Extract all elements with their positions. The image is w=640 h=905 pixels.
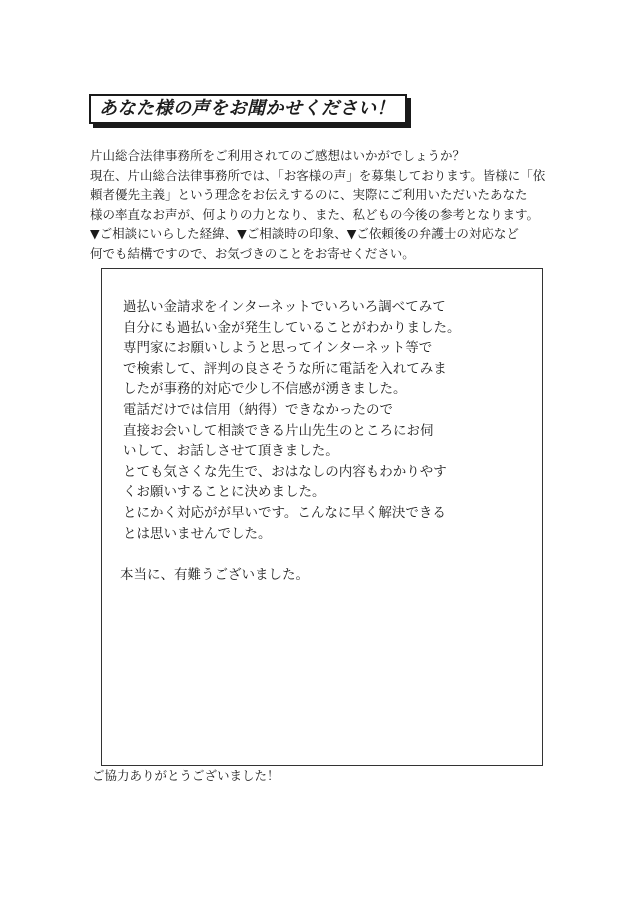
- intro-line: 様の率直なお声が、何よりの力となり、また、私どもの今後の参考となります。: [90, 206, 540, 222]
- letter-line: いして、お話しさせて頂きました。: [123, 443, 339, 460]
- customer-letter-box: [101, 268, 543, 766]
- letter-line: とても気さくな先生で、おはなしの内容もわかりやす: [123, 463, 447, 480]
- intro-line: 頼者優先主義」という理念をお伝えするのに、実際にご利用いただいたあなた: [90, 187, 528, 203]
- intro-line: ▼ご相談にいらした経緯、▼ご相談時の印象、▼ご依頼後の弁護士の対応など: [90, 226, 519, 242]
- heading-box: [89, 94, 407, 124]
- letter-line: 直接お会いして相談できる片山先生のところにお伺: [123, 422, 434, 439]
- thanks-message: ご協力ありがとうございました！: [92, 768, 280, 783]
- letter-line: 自分にも過払い金が発生していることがわかりました。: [123, 319, 461, 336]
- intro-line: 現在、片山総合法律事務所では、「お客様の声」を募集しております。皆様に「依: [90, 167, 546, 183]
- intro-line: 片山総合法律事務所をご利用されてのご感想はいかがでしょうか？: [90, 148, 466, 163]
- letter-line: とは思いませんでした。: [123, 525, 272, 542]
- letter-line: くお願いすることに決めました。: [123, 484, 326, 501]
- intro-line: 何でも結構ですので、お気づきのことをお寄せください。: [90, 245, 415, 261]
- intro-paragraph: [90, 146, 560, 264]
- letter-line: とにかく対応がが早いです。こんなに早く解決できる: [123, 504, 446, 521]
- page-heading: あなた様の声をお聞かせください！: [99, 98, 395, 119]
- letter-closing: 本当に、有難うございました。: [120, 567, 309, 583]
- letter-line: したが事務的対応で少し不信感が湧きました。: [123, 381, 407, 398]
- letter-line: で検索して、評判の良さそうな所に電話を入れてみま: [123, 360, 447, 377]
- letter-line: 過払い金請求をインターネットでいろいろ調べてみて: [123, 299, 446, 315]
- letter-body: [123, 297, 461, 544]
- letter-line: 専門家にお願いしようと思ってインターネット等で: [123, 340, 433, 357]
- letter-line: 電話だけでは信用（納得）できなかったので: [123, 401, 393, 418]
